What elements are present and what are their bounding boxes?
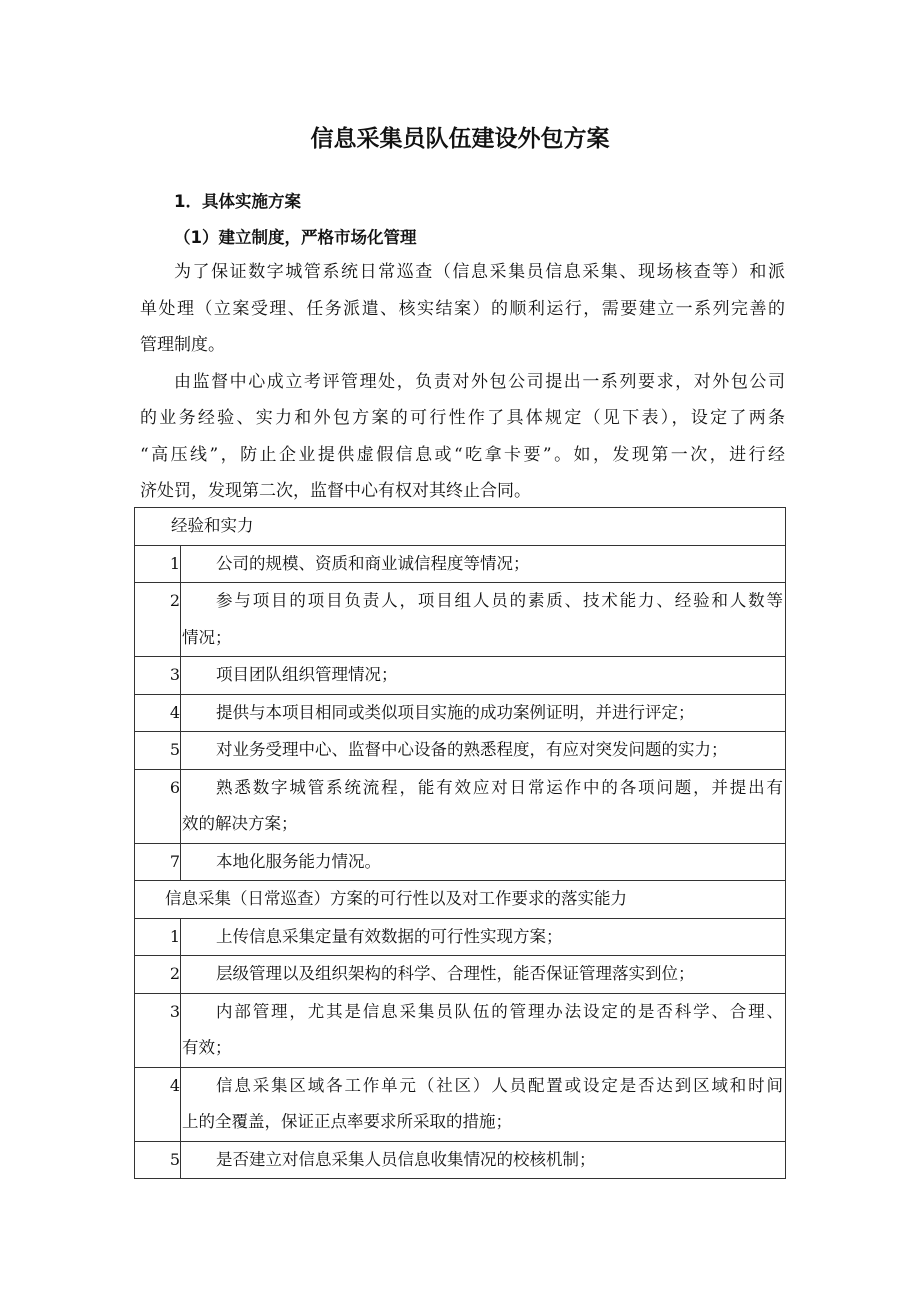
item-text [181,1067,786,1141]
text-line: 效的解决方案； [182,814,298,833]
text-line: 上传信息采集定量有效数据的可行性实现方案； [216,926,563,946]
body-paragraphs [140,254,785,510]
item-number: 2 [135,956,181,994]
item-number: 1 [135,918,181,956]
item-text [181,956,786,994]
table-row [135,545,786,583]
text-line: 情况； [182,627,232,647]
item-number: 3 [135,993,181,1067]
item-number: 3 [135,657,181,695]
item-text [181,657,786,695]
text-line: 管理制度。 [140,335,225,355]
group-heading-text: 信息采集（日常巡查）方案的可行性以及对工作要求的落实能力 [165,889,627,908]
table-group-heading-row [135,508,786,546]
item-text [181,732,786,770]
text-line: 内部管理，尤其是信息采集员队伍的管理办法设定的是否科学、合理、 [216,1001,783,1021]
table-row [135,843,786,881]
table-row [135,694,786,732]
text-line: 熟悉数字城管系统流程，能有效应对日常运作中的各项问题，并提出有 [216,777,783,797]
text-line: 有效； [182,1038,232,1057]
text-line: 由监督中心成立考评管理处，负责对外包公司提出一系列要求，对外包公司 [174,371,785,392]
text-line: 上的全覆盖，保证正点率要求所采取的措施； [182,1112,512,1131]
item-number: 6 [135,769,181,843]
text-line: 单处理（立案受理、任务派遣、核实结案）的顺利运行，需要建立一系列完善的 [140,298,785,319]
requirements-table [134,507,786,1179]
item-text [181,583,786,657]
text-line: 层级管理以及组织架构的科学、合理性，能否保证管理落实到位； [216,964,695,983]
item-text [181,843,786,881]
text-line: 为了保证数字城管系统日常巡查（信息采集员信息采集、现场核查等）和派 [174,262,785,282]
group-heading [135,508,786,546]
document-title: 信息采集员队伍建设外包方案 [310,126,610,152]
table-row [135,1141,786,1179]
subsection-heading: （1）建立制度，严格市场化管理 [174,228,417,247]
paragraph [140,364,785,510]
table-row [135,918,786,956]
item-number: 2 [135,583,181,657]
item-number: 5 [135,732,181,770]
text-line: 公司的规模、资质和商业诚信程度等情况； [216,553,530,573]
item-number: 7 [135,843,181,881]
text-line: 提供与本项目相同或类似项目实施的成功案例证明，并进行评定； [216,702,695,722]
text-line: “高压线”，防止企业提供虚假信息或“吃拿卡要”。如，发现第一次，进行经 [140,444,785,465]
table-row [135,583,786,657]
item-number: 4 [135,1067,181,1141]
text-line: 对业务受理中心、监督中心设备的熟悉程度，有应对突发问题的实力； [216,740,728,759]
item-text [181,769,786,843]
item-text [181,1141,786,1179]
table-group-heading-row [135,881,786,919]
group-heading-text: 经验和实力 [171,516,254,535]
text-line: 本地化服务能力情况。 [216,851,381,871]
item-number: 5 [135,1141,181,1179]
text-line: 是否建立对信息采集人员信息收集情况的校核机制； [216,1149,596,1169]
text-line: 参与项目的项目负责人，项目组人员的素质、技术能力、经验和人数等 [216,591,783,610]
section-heading: 1．具体实施方案 [174,192,301,211]
text-line: 信息采集区域各工作单元（社区）人员配置或设定是否达到区域和时间 [216,1075,783,1095]
table-row [135,956,786,994]
item-text [181,918,786,956]
table-row [135,1067,786,1141]
paragraph [140,254,785,364]
item-number: 4 [135,694,181,732]
table-row [135,657,786,695]
item-text [181,545,786,583]
table-row [135,769,786,843]
table-row [135,732,786,770]
text-line: 济处罚，发现第二次，监督中心有权对其终止合同。 [140,481,531,501]
text-line: 项目团队组织管理情况； [216,665,398,684]
item-text [181,993,786,1067]
table-row [135,993,786,1067]
item-text [181,694,786,732]
item-number: 1 [135,545,181,583]
group-heading [135,881,786,919]
text-line: 的业务经验、实力和外包方案的可行性作了具体规定（见下表），设定了两条 [140,408,785,428]
